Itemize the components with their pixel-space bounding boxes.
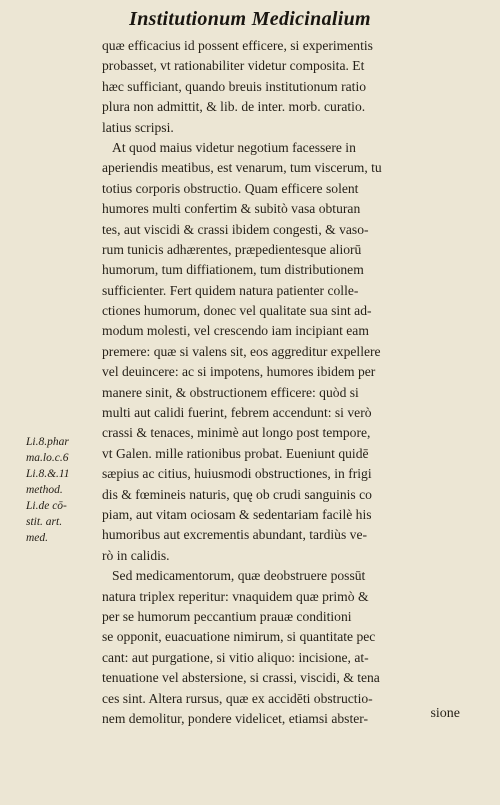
text-line: natura triplex reperitur: vnaquidem quæ primò & (102, 588, 369, 604)
text-line: piam, aut vitam ociosam & sedentariam facilè his (102, 506, 372, 522)
text-line: per se humorum peccantium prauæ conditioni (102, 608, 352, 624)
text-line: humores multi confertim & subitò vasa obturan (102, 201, 361, 217)
text-line: tes, aut viscidi & crassi ibidem congesti, & vaso- (102, 221, 369, 237)
catchword: sione (430, 706, 460, 721)
running-header: Institutionum Medicinalium (129, 8, 371, 30)
text-line: cant: aut purgatione, si vitio aliquo: incisione, at- (102, 649, 369, 665)
paragraph-3 (102, 566, 468, 729)
text-line: vt Galen. mille rationibus probat. Eueniunt quidē (102, 445, 369, 461)
text-line: At quod maius videtur negotium facessere in (112, 139, 356, 155)
text-line: ctiones humorum, donec vel qualitate sua sint ad- (102, 303, 372, 319)
text-line: rum tunicis adhærentes, præpedientesque aliorū (102, 241, 362, 257)
paragraph-1 (102, 36, 468, 138)
marginal-notes (26, 434, 104, 546)
text-line: modum molesti, vel crescendo iam incipiant eam (102, 323, 369, 339)
text-line: probasset, vt rationabiliter videtur composita. Et (102, 58, 365, 74)
body-text (102, 36, 468, 729)
margin-note: Li.de cō- (26, 500, 67, 512)
text-line: premere: quæ si valens sit, eos aggreditur expellere (102, 343, 381, 359)
text-line: ces sint. Altera rursus, quæ ex accidēti obstructio- (102, 690, 373, 706)
margin-note: Li.8.phar (26, 436, 69, 448)
text-line: hæc sufficiant, quando breuis institutionum ratio (102, 78, 367, 94)
margin-note: med. (26, 532, 49, 544)
text-line: tenuatione vel abstersione, si crassi, viscidi, & tena (102, 670, 380, 686)
text-line: se opponit, euacuatione nimirum, si quantitate pec (102, 629, 376, 645)
text-line: latius scripsi. (102, 119, 174, 135)
text-line: plura non admittit, & lib. de inter. morb. curatio. (102, 99, 366, 115)
text-line: humorum, tum diffiationem, tum distributionem (102, 262, 364, 278)
text-line: rò in calidis. (102, 547, 170, 563)
margin-note: Li.8.&.11 (26, 468, 70, 480)
text-line: sæpius ac citius, huiusmodi obstructiones, in frigi (102, 466, 372, 482)
paragraph-2 (102, 138, 468, 566)
margin-note: ma.lo.c.6 (26, 452, 69, 464)
text-line: quæ efficacius id possent efficere, si experimentis (102, 38, 373, 53)
margin-note: stit. art. (26, 516, 63, 528)
text-line: crassi & tenaces, minimè aut longo post tempore, (102, 425, 371, 441)
text-line: manere sinit, & obstructionem efficere: quòd si (102, 384, 359, 400)
text-line: humoribus aut excrementis abundant, tardiùs ve- (102, 527, 368, 543)
text-line: nem demolitur, pondere videlicet, etiamsi abster- (102, 710, 369, 726)
text-line: dis & fœmineis naturis, quę ob crudi sanguinis co (102, 486, 372, 502)
text-line: multi aut calidi fuerint, febrem accendunt: si verò (102, 405, 372, 421)
text-line: aperiendis meatibus, est venarum, tum viscerum, tu (102, 160, 382, 176)
text-line: totius corporis obstructio. Quam efficere solent (102, 180, 359, 196)
text-line: sufficienter. Fert quidem natura patienter colle- (102, 282, 359, 298)
text-line: Sed medicamentorum, quæ deobstruere possūt (112, 568, 366, 584)
text-line: vel deuincere: ac si impotens, humores ibidem per (102, 364, 376, 380)
margin-note: method. (26, 484, 63, 496)
